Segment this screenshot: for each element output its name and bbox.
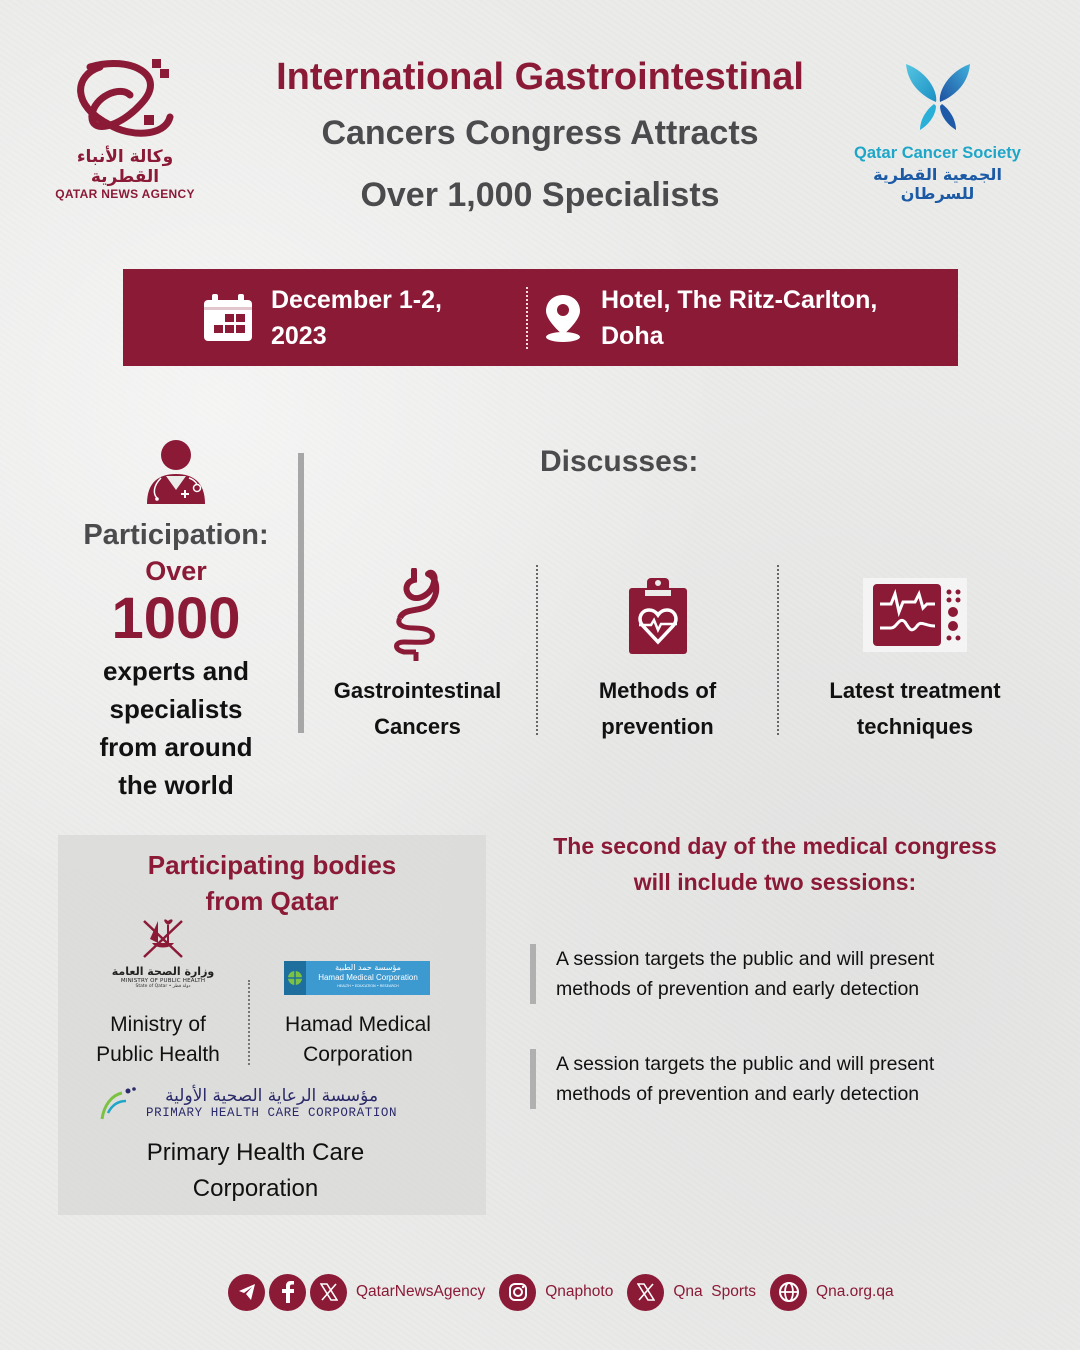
globe-icon[interactable] bbox=[770, 1274, 807, 1311]
session-bar bbox=[530, 1049, 536, 1109]
hmc-logo-tagline: HEALTH • EDUCATION • RESEARCH bbox=[337, 984, 399, 988]
hmc-line-1: Hamad Medical bbox=[285, 1013, 431, 1036]
event-location bbox=[543, 269, 877, 366]
facebook-icon[interactable] bbox=[269, 1274, 306, 1311]
x-icon[interactable] bbox=[627, 1274, 664, 1311]
topic-latest-treatment-techniques bbox=[800, 565, 1030, 745]
phcc-logo-english: PRIMARY HEALTH CARE CORPORATION bbox=[146, 1106, 398, 1120]
social-qnasports-link[interactable]: Qna Sports bbox=[673, 1283, 757, 1300]
stomach-intestine-icon bbox=[388, 568, 448, 663]
sessions-title bbox=[530, 828, 1020, 900]
bodies-divider bbox=[248, 980, 250, 1065]
calendar-icon bbox=[203, 294, 253, 342]
bodies-title bbox=[58, 847, 486, 919]
participation-desc-line-3: from around bbox=[99, 732, 253, 762]
qna-logo bbox=[50, 55, 200, 201]
qatar-emblem-icon bbox=[138, 913, 188, 961]
event-location-line-2: Doha bbox=[601, 321, 664, 350]
vertical-divider bbox=[298, 453, 304, 733]
session-2-line-2: methods of prevention and early detection bbox=[556, 1083, 920, 1105]
bodies-title-line-2: from Qatar bbox=[205, 886, 339, 916]
hmc-leaf-icon bbox=[284, 961, 306, 995]
event-date bbox=[203, 269, 442, 366]
moph-logo bbox=[108, 913, 218, 989]
phcc-logo bbox=[98, 1085, 418, 1121]
participation-desc-line-1: experts and bbox=[103, 656, 249, 686]
phcc-line-1: Primary Health Care bbox=[146, 1139, 365, 1166]
clipboard-heart-icon bbox=[627, 574, 689, 656]
website-link[interactable]: Qna.org.qa bbox=[816, 1283, 894, 1300]
topic-divider-2 bbox=[777, 565, 779, 735]
participation-desc-line-2: specialists bbox=[109, 694, 243, 724]
topic-1-line-1: Gastrointestinal bbox=[333, 678, 502, 703]
hmc-logo-english: Hamad Medical Corporation bbox=[318, 973, 418, 982]
topic-2-line-1: Methods of bbox=[598, 678, 717, 703]
title-line-2: Cancers Congress Attracts bbox=[321, 114, 759, 152]
qcs-logo-english: Qatar Cancer Society bbox=[854, 144, 1021, 162]
sessions-title-line-2: will include two sessions: bbox=[633, 869, 917, 895]
phcc-line-2: Corporation bbox=[192, 1175, 319, 1202]
topic-2-line-2: prevention bbox=[601, 714, 714, 739]
social-qatarnewsagency-link[interactable]: QatarNewsAgency bbox=[356, 1283, 486, 1300]
session-1-line-1: A session targets the public and will present bbox=[556, 948, 935, 970]
moph-logo-english: MINISTRY OF PUBLIC HEALTH bbox=[120, 978, 206, 984]
topic-1-line-2: Cancers bbox=[374, 714, 461, 739]
topic-3-line-2: techniques bbox=[856, 714, 974, 739]
phcc-logo-arabic: مؤسسة الرعاية الصحية الأولية bbox=[165, 1086, 379, 1106]
event-banner bbox=[123, 269, 958, 366]
social-qnaphoto-link[interactable]: Qnaphoto bbox=[545, 1283, 614, 1300]
discusses-title: Discusses: bbox=[540, 445, 699, 478]
topic-gastrointestinal-cancers bbox=[320, 565, 515, 745]
qcs-logo bbox=[845, 62, 1030, 203]
qna-emblem-icon bbox=[70, 55, 180, 145]
session-1-line-2: methods of prevention and early detection bbox=[556, 978, 920, 1000]
topic-3-line-1: Latest treatment bbox=[829, 678, 1001, 703]
topic-divider-1 bbox=[536, 565, 538, 735]
title-line-1: International Gastrointestinal bbox=[276, 56, 804, 98]
org-ministry-of-public-health bbox=[78, 1010, 238, 1070]
doctor-icon bbox=[141, 438, 211, 508]
participating-bodies-panel bbox=[58, 835, 486, 1215]
hmc-logo-arabic: مؤسسة حمد الطبية bbox=[335, 963, 401, 972]
participation-label: Participation: bbox=[83, 519, 269, 551]
social-footer bbox=[228, 1272, 908, 1312]
phcc-swoosh-icon bbox=[98, 1085, 138, 1121]
topic-methods-of-prevention bbox=[560, 565, 755, 745]
event-date-line-2: 2023 bbox=[271, 321, 327, 350]
sessions-title-line-1: The second day of the medical congress bbox=[553, 833, 997, 859]
heart-monitor-icon bbox=[863, 578, 967, 652]
qcs-logo-arabic: الجمعية القطرية للسرطان bbox=[873, 165, 1002, 203]
participation-desc-line-4: the world bbox=[118, 770, 234, 800]
org-primary-health-care-corporation bbox=[98, 1135, 413, 1207]
hmc-line-2: Corporation bbox=[303, 1043, 413, 1066]
telegram-icon[interactable] bbox=[228, 1274, 265, 1311]
moph-logo-state: State of Qatar • دولة قطر bbox=[135, 984, 191, 989]
map-pin-icon bbox=[543, 293, 583, 343]
x-icon[interactable] bbox=[310, 1274, 347, 1311]
moph-logo-arabic: وزارة الصحة العامة bbox=[111, 965, 215, 978]
session-bar bbox=[530, 944, 536, 1004]
butterfly-icon bbox=[898, 62, 978, 132]
instagram-icon[interactable] bbox=[499, 1274, 536, 1311]
org-hamad-medical-corporation bbox=[268, 1010, 448, 1070]
participation-block bbox=[60, 438, 292, 803]
bodies-title-line-1: Participating bodies bbox=[147, 850, 397, 880]
event-location-line-1: Hotel, The Ritz-Carlton, bbox=[601, 285, 878, 314]
qna-logo-english: QATAR NEWS AGENCY bbox=[55, 187, 195, 201]
moph-line-2: Public Health bbox=[96, 1043, 220, 1066]
session-2-line-1: A session targets the public and will present bbox=[556, 1053, 935, 1075]
session-item bbox=[530, 1049, 1020, 1109]
event-date-line-1: December 1-2, bbox=[271, 285, 442, 314]
page-title bbox=[230, 52, 850, 226]
banner-divider bbox=[526, 287, 528, 349]
participation-number: 1000 bbox=[111, 586, 241, 651]
participation-over: Over bbox=[145, 556, 207, 586]
hmc-logo bbox=[284, 961, 430, 995]
title-line-3: Over 1,000 Specialists bbox=[360, 176, 720, 214]
session-item bbox=[530, 944, 1020, 1004]
qna-logo-arabic: وكالة الأنباء القطرية bbox=[76, 147, 174, 187]
moph-line-1: Ministry of bbox=[110, 1013, 206, 1036]
